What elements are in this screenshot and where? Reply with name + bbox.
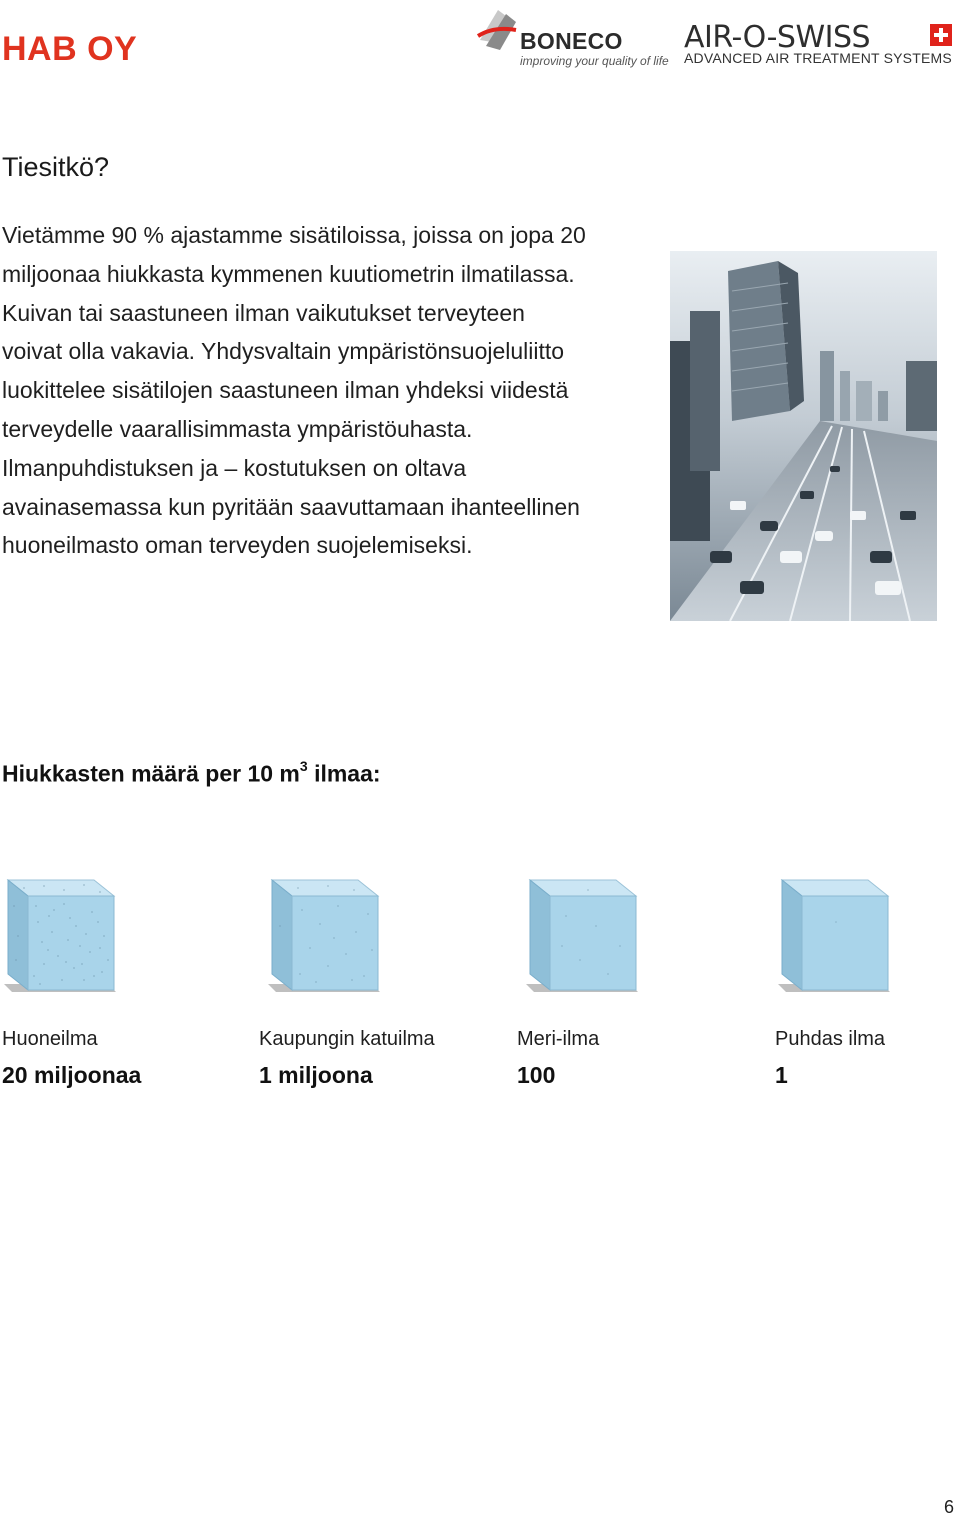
sea-air-cube-icon (526, 876, 640, 994)
company-name: HAB OY (2, 30, 138, 68)
question-heading: Tiesitkö? (2, 152, 110, 182)
particles-heading-end: ilmaa: (307, 760, 381, 787)
city-traffic-photo (670, 251, 937, 621)
intro-line: Vietämme 90 % ajastamme sisätiloissa, joissa on jopa 20 (2, 222, 586, 248)
intro-line: Kuivan tai saastuneen ilman vaikutukset terveyteen (2, 299, 525, 326)
page-number: 6 (943, 1497, 954, 1517)
city-air-label: Kaupungin katuilma (259, 1028, 435, 1050)
air-o-swiss-tagline: ADVANCED AIR TREATMENT SYSTEMS (684, 50, 952, 66)
air-o-swiss-logo-text: AIR-O-SWISS (684, 20, 871, 55)
air-o-swiss-logo (684, 20, 956, 70)
boneco-logo-text: BONECO (520, 28, 623, 54)
sea-air-label: Meri-ilma (517, 1028, 600, 1050)
intro-line: huoneilmasto oman terveyden suojelemiseksi. (2, 532, 473, 559)
clean-air-label: Puhdas ilma (775, 1028, 886, 1050)
intro-line: voivat olla vakavia. Yhdysvaltain ympäristönsuojeluliitto (2, 338, 565, 365)
particles-heading (2, 760, 381, 788)
intro-line: miljoonaa hiukkasta kymmenen kuutiometrin ilmatilassa. (2, 260, 575, 287)
intro-paragraph (2, 216, 652, 565)
room-air-label: Huoneilma (2, 1028, 98, 1050)
intro-line: luokittelee sisätilojen saastuneen ilman yhdeksi viidestä (2, 377, 569, 404)
particles-heading-text: Hiukkasten määrä per 10 m (2, 760, 300, 787)
particles-heading-superscript: 3 (299, 758, 308, 774)
boneco-tagline: improving your quality of life (520, 54, 669, 68)
boneco-logo (476, 6, 672, 68)
swiss-cross-icon (930, 24, 952, 46)
intro-line: Ilmanpuhdistuksen ja – kostutuksen on oltava (2, 454, 467, 481)
sea-air-value: 100 (517, 1062, 556, 1088)
intro-line: terveydelle vaarallisimmasta ympäristöuhasta. (2, 415, 473, 442)
city-air-value: 1 miljoona (259, 1062, 373, 1088)
room-air-cube-icon (4, 876, 118, 994)
boneco-swoosh-icon (476, 6, 524, 56)
clean-air-cube-icon (778, 876, 892, 994)
room-air-value: 20 miljoonaa (2, 1062, 142, 1088)
clean-air-value: 1 (775, 1062, 788, 1088)
intro-line: avainasemassa kun pyritään saavuttamaan ihanteellinen (2, 493, 580, 520)
city-air-cube-icon (268, 876, 382, 994)
